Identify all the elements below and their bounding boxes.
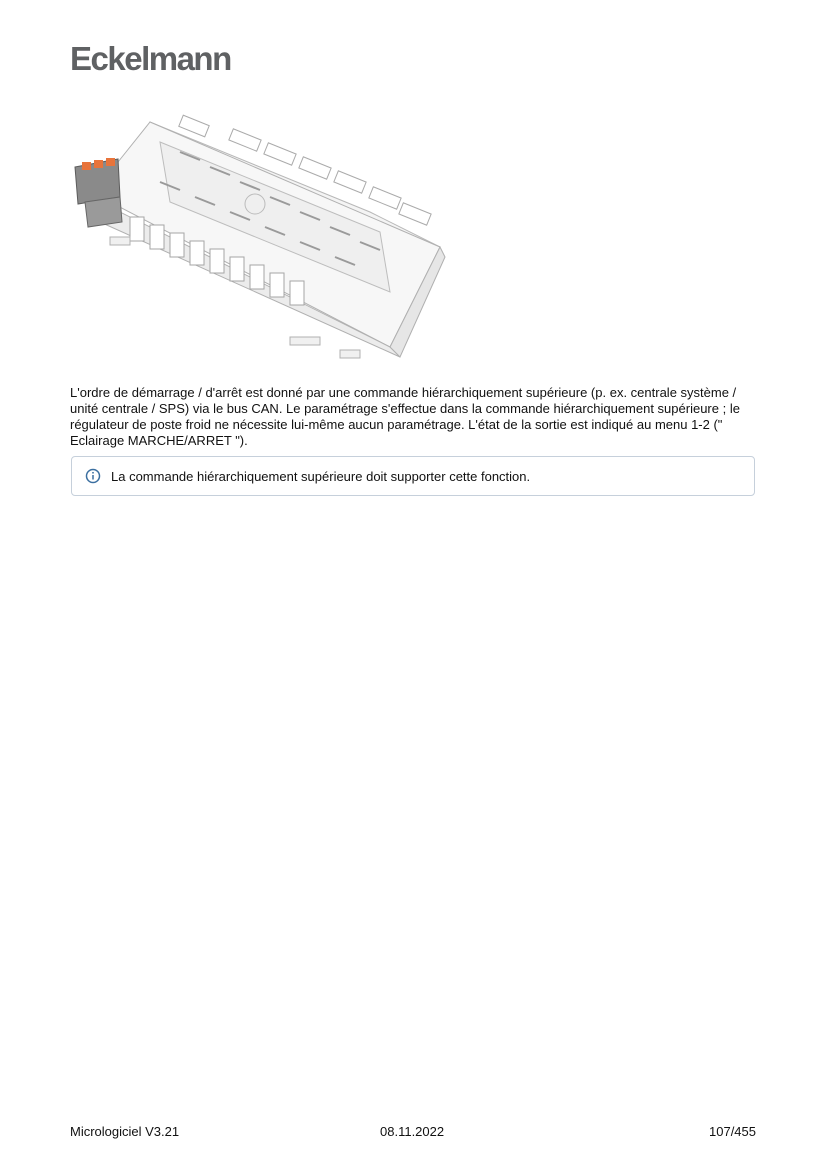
footer-firmware-version: Micrologiciel V3.21 [70,1124,180,1139]
info-icon [85,468,101,484]
footer-page-number: 107/455 [709,1124,756,1139]
info-note [71,456,755,496]
controller-device-illustration [70,112,450,367]
body-paragraph: L'ordre de démarrage / d'arrêt est donné par une commande hiérarchiquement supérieure (p. ex. centrale système / unité centrale / SPS) via le bus CAN. Le paramétrage s'effectue dans la commande hiérarchiquement supérieure ; le régulateur de poste froid ne nécessite lui-même aucun paramétrage. L'état de la sortie est indiqué au menu 1-2 (" Eclairage MARCHE/ARRET "). [70,385,740,448]
info-note-text: La commande hiérarchiquement supérieure doit supporter cette fonction. [111,468,531,484]
footer-date: 08.11.2022 [380,1124,445,1139]
eckelmann-logo: Eckelmann [70,40,231,77]
